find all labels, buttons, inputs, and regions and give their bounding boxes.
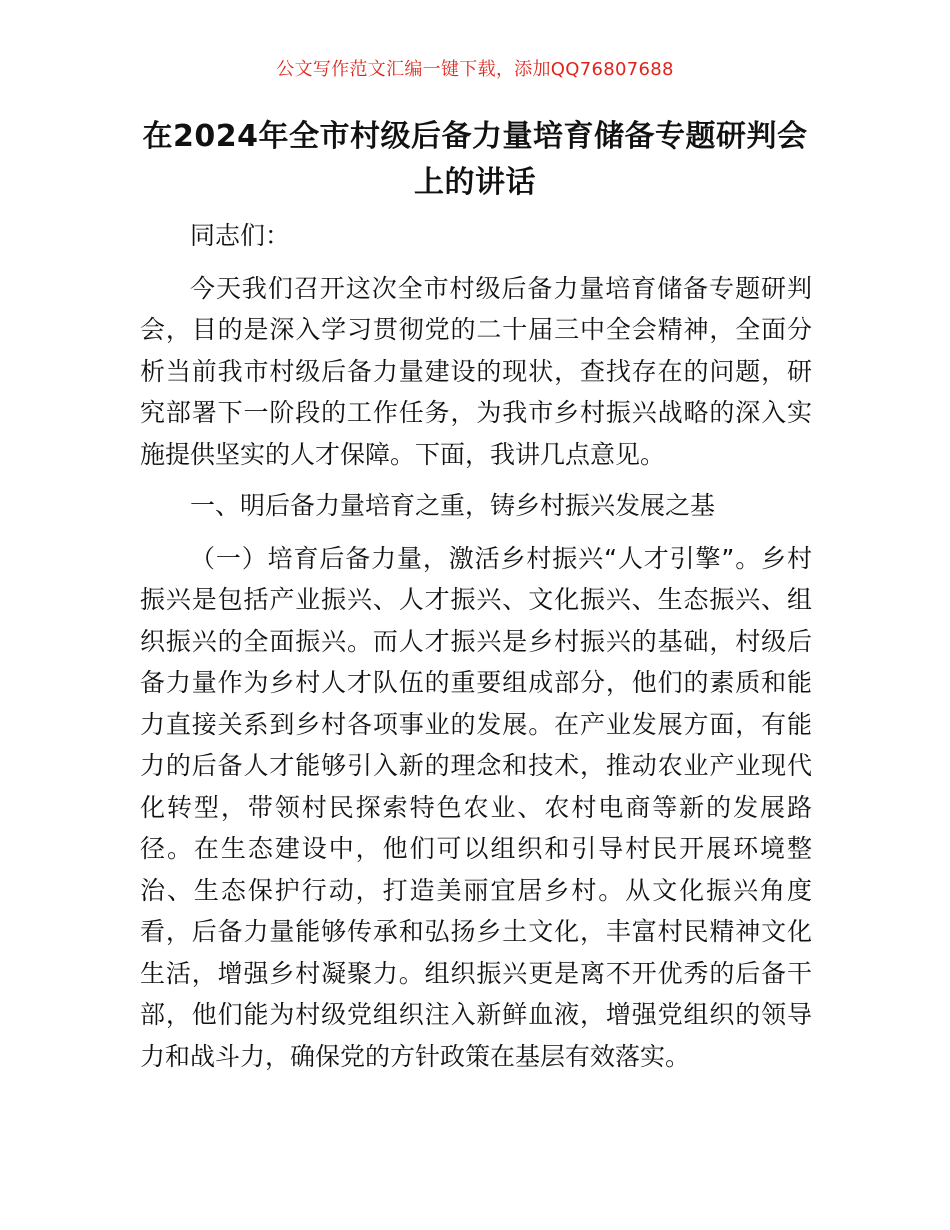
download-note: 公文写作范文汇编一键下载，添加QQ76807688	[276, 59, 674, 80]
body-paragraph: （一）培育后备力量，激活乡村振兴“人才引擎”。乡村振兴是包括产业振兴、人才振兴、文化振兴、生态振兴、组织振兴的全面振兴。而人才振兴是乡村振兴的基础，村级后备力量作为乡村人才队伍的重要组成部分，他们的素质和能力直接关系到乡村各项事业的发展。在产业发展方面，有能力的后备人才能够引入新的理念和技术，推动农业产业现代化转型，带领村民探索特色农业、农村电商等新的发展路径。在生态建设中，他们可以组织和引导村民开展环境整治、生态保护行动，打造美丽宜居乡村。从文化振兴角度看，后备力量能够传承和弘扬乡土文化，丰富村民精神文化生活，增强乡村凝聚力。组织振兴更是离不开优秀的后备干部，他们能为村级党组织注入新鲜血液，增强党组织的领导力和战斗力，确保党的方针政策在基层有效落实。	[140, 543, 812, 1071]
section-heading: 一、明后备力量培育之重，铸乡村振兴发展之基	[190, 491, 716, 520]
document-body	[140, 215, 812, 1087]
document-title: 在2024年全市村级后备力量培育储备专题研判会上的讲话	[142, 119, 808, 200]
intro-paragraph: 今天我们召开这次全市村级后备力量培育储备专题研判会，目的是深入学习贯彻党的二十届三中全会精神，全面分析当前我市村级后备力量建设的现状，查找存在的问题，研究部署下一阶段的工作任务，为我市乡村振兴战略的深入实施提供坚实的人才保障。下面，我讲几点意见。	[140, 273, 812, 469]
salutation: 同志们：	[190, 221, 291, 250]
